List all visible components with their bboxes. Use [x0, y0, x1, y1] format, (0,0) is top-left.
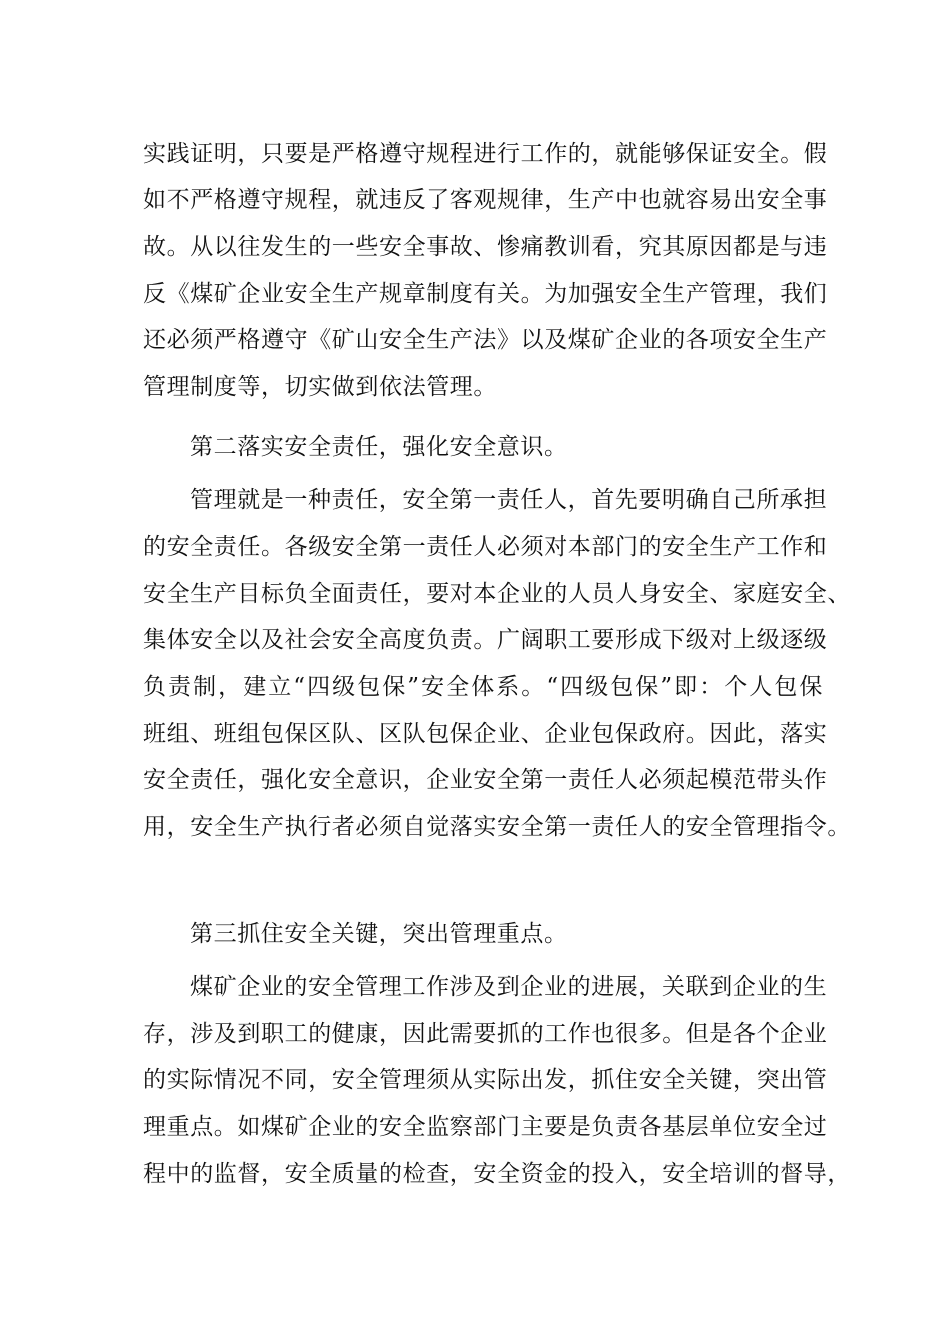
text-line: 负责制，建立“四级包保”安全体系。“四级包保”即：个人包保: [143, 674, 823, 700]
text-line: 如不严格遵守规程，就违反了客观规律，生产中也就容易出安全事: [143, 187, 828, 213]
text-line: 理重点。如煤矿企业的安全监察部门主要是负责各基层单位安全过: [143, 1114, 828, 1140]
text-line: 用，安全生产执行者必须自觉落实安全第一责任人的安全管理指令。: [143, 814, 851, 840]
text-line: 存，涉及到职工的健康，因此需要抓的工作也很多。但是各个企业: [143, 1021, 828, 1047]
text-line: 实践证明，只要是严格遵守规程进行工作的，就能够保证安全。假: [143, 141, 828, 167]
text-line: 的安全责任。各级安全第一责任人必须对本部门的安全生产工作和: [143, 534, 828, 560]
text-line: 故。从以往发生的一些安全事故、惨痛教训看，究其原因都是与违: [143, 234, 828, 260]
text-line: 管理就是一种责任，安全第一责任人，首先要明确自己所承担: [190, 487, 828, 513]
text-line: 的实际情况不同，安全管理须从实际出发，抓住安全关键，突出管: [143, 1067, 828, 1093]
text-line: 安全生产目标负全面责任，要对本企业的人员人身安全、家庭安全、: [143, 581, 851, 607]
text-line: 还必须严格遵守《矿山安全生产法》以及煤矿企业的各项安全生产: [143, 327, 828, 353]
section-heading: 第三抓住安全关键，突出管理重点。: [190, 921, 568, 947]
text-line: 集体安全以及社会安全高度负责。广阔职工要形成下级对上级逐级: [143, 627, 828, 653]
text-line: 管理制度等，切实做到依法管理。: [143, 374, 497, 400]
section-heading: 第二落实安全责任，强化安全意识。: [190, 434, 568, 460]
text-line: 反《煤矿企业安全生产规章制度有关。为加强安全生产管理，我们: [143, 281, 828, 307]
text-line: 煤矿企业的安全管理工作涉及到企业的进展，关联到企业的生: [190, 974, 828, 1000]
text-line: 程中的监督，安全质量的检查，安全资金的投入，安全培训的督导，: [143, 1161, 851, 1187]
text-line: 班组、班组包保区队、区队包保企业、企业包保政府。因此，落实: [143, 721, 828, 747]
text-line: 安全责任，强化安全意识，企业安全第一责任人必须起模范带头作: [143, 767, 828, 793]
